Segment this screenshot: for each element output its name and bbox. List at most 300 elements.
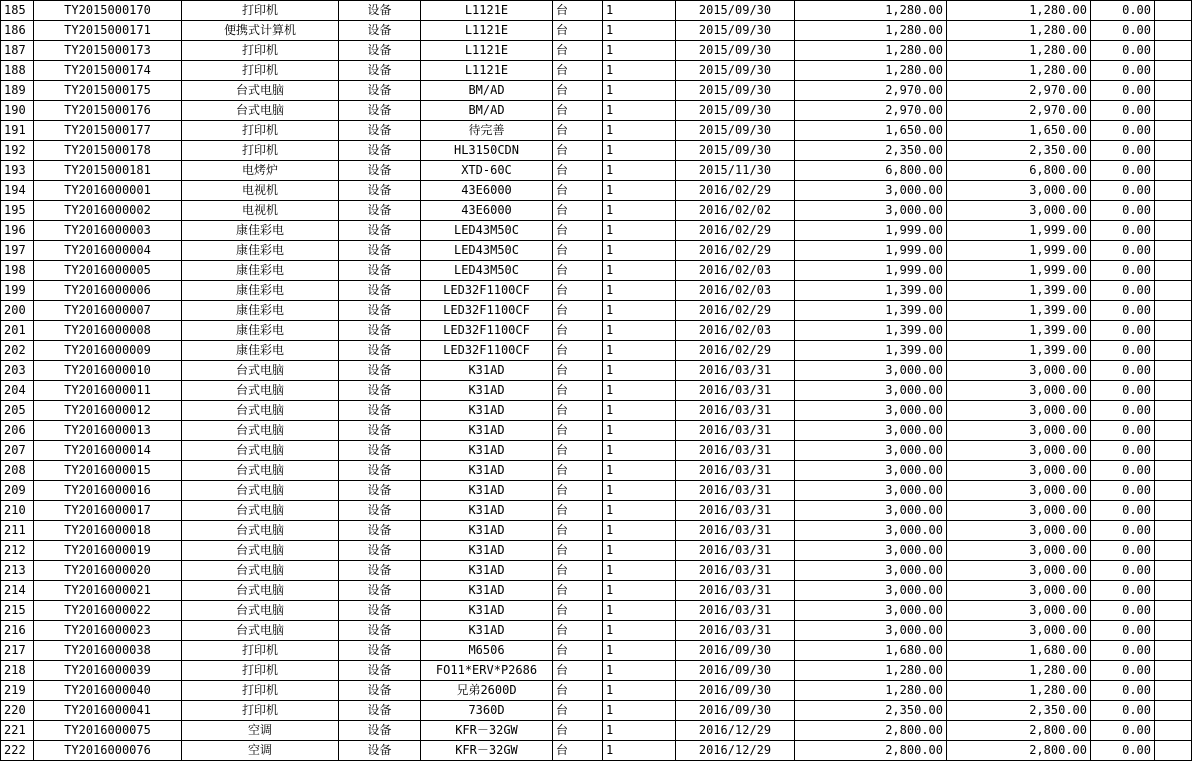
unit-price-cell[interactable]: 3,000.00 [795,181,947,201]
quantity-cell[interactable]: 1 [603,361,676,381]
unit-price-cell[interactable]: 3,000.00 [795,521,947,541]
asset-code-cell[interactable]: TY2016000018 [34,521,182,541]
unit-cell[interactable]: 台 [553,561,603,581]
unit-price-cell[interactable]: 3,000.00 [795,441,947,461]
amount-cell[interactable]: 2,350.00 [947,701,1091,721]
unit-cell[interactable]: 台 [553,341,603,361]
category-cell[interactable]: 设备 [339,61,421,81]
asset-code-cell[interactable]: TY2016000038 [34,641,182,661]
category-cell[interactable]: 设备 [339,681,421,701]
empty-cell[interactable] [1155,721,1192,741]
category-cell[interactable]: 设备 [339,361,421,381]
amount-cell[interactable]: 1,280.00 [947,681,1091,701]
unit-cell[interactable]: 台 [553,1,603,21]
model-cell[interactable]: K31AD [421,461,553,481]
date-cell[interactable]: 2016/09/30 [676,641,795,661]
category-cell[interactable]: 设备 [339,301,421,321]
empty-cell[interactable] [1155,81,1192,101]
row-number-cell[interactable]: 189 [1,81,34,101]
empty-cell[interactable] [1155,661,1192,681]
unit-price-cell[interactable]: 1,399.00 [795,341,947,361]
category-cell[interactable]: 设备 [339,181,421,201]
model-cell[interactable]: L1121E [421,1,553,21]
empty-cell[interactable] [1155,21,1192,41]
category-cell[interactable]: 设备 [339,601,421,621]
row-number-cell[interactable]: 222 [1,741,34,761]
asset-code-cell[interactable]: TY2016000005 [34,261,182,281]
model-cell[interactable]: L1121E [421,61,553,81]
asset-name-cell[interactable]: 台式电脑 [182,461,339,481]
date-cell[interactable]: 2016/02/29 [676,181,795,201]
quantity-cell[interactable]: 1 [603,481,676,501]
quantity-cell[interactable]: 1 [603,21,676,41]
unit-cell[interactable]: 台 [553,381,603,401]
unit-cell[interactable]: 台 [553,481,603,501]
unit-price-cell[interactable]: 2,350.00 [795,701,947,721]
empty-cell[interactable] [1155,41,1192,61]
model-cell[interactable]: KFR－32GW [421,721,553,741]
model-cell[interactable]: 43E6000 [421,201,553,221]
amount-cell[interactable]: 1,280.00 [947,61,1091,81]
row-number-cell[interactable]: 186 [1,21,34,41]
model-cell[interactable]: K31AD [421,401,553,421]
category-cell[interactable]: 设备 [339,461,421,481]
amount-cell[interactable]: 1,999.00 [947,241,1091,261]
unit-cell[interactable]: 台 [553,661,603,681]
row-number-cell[interactable]: 201 [1,321,34,341]
unit-price-cell[interactable]: 3,000.00 [795,561,947,581]
asset-code-cell[interactable]: TY2016000011 [34,381,182,401]
model-cell[interactable]: LED43M50C [421,221,553,241]
asset-code-cell[interactable]: TY2016000021 [34,581,182,601]
unit-cell[interactable]: 台 [553,681,603,701]
category-cell[interactable]: 设备 [339,141,421,161]
amount-cell[interactable]: 3,000.00 [947,441,1091,461]
empty-cell[interactable] [1155,741,1192,761]
date-cell[interactable]: 2016/02/29 [676,341,795,361]
date-cell[interactable]: 2016/03/31 [676,441,795,461]
asset-code-cell[interactable]: TY2016000075 [34,721,182,741]
model-cell[interactable]: LED32F1100CF [421,321,553,341]
asset-code-cell[interactable]: TY2015000175 [34,81,182,101]
unit-cell[interactable]: 台 [553,61,603,81]
unit-cell[interactable]: 台 [553,601,603,621]
asset-name-cell[interactable]: 电视机 [182,201,339,221]
date-cell[interactable]: 2016/03/31 [676,461,795,481]
depreciation-cell[interactable]: 0.00 [1091,661,1155,681]
amount-cell[interactable]: 1,999.00 [947,221,1091,241]
amount-cell[interactable]: 3,000.00 [947,501,1091,521]
asset-name-cell[interactable]: 康佳彩电 [182,301,339,321]
category-cell[interactable]: 设备 [339,281,421,301]
empty-cell[interactable] [1155,681,1192,701]
category-cell[interactable]: 设备 [339,401,421,421]
amount-cell[interactable]: 1,399.00 [947,281,1091,301]
date-cell[interactable]: 2016/03/31 [676,381,795,401]
asset-name-cell[interactable]: 台式电脑 [182,81,339,101]
row-number-cell[interactable]: 221 [1,721,34,741]
row-number-cell[interactable]: 202 [1,341,34,361]
quantity-cell[interactable]: 1 [603,721,676,741]
quantity-cell[interactable]: 1 [603,101,676,121]
unit-cell[interactable]: 台 [553,81,603,101]
asset-name-cell[interactable]: 台式电脑 [182,481,339,501]
depreciation-cell[interactable]: 0.00 [1091,321,1155,341]
asset-code-cell[interactable]: TY2015000170 [34,1,182,21]
asset-code-cell[interactable]: TY2016000013 [34,421,182,441]
unit-cell[interactable]: 台 [553,441,603,461]
asset-name-cell[interactable]: 空调 [182,721,339,741]
row-number-cell[interactable]: 211 [1,521,34,541]
unit-price-cell[interactable]: 2,970.00 [795,101,947,121]
category-cell[interactable]: 设备 [339,321,421,341]
empty-cell[interactable] [1155,301,1192,321]
category-cell[interactable]: 设备 [339,21,421,41]
depreciation-cell[interactable]: 0.00 [1091,601,1155,621]
amount-cell[interactable]: 3,000.00 [947,381,1091,401]
date-cell[interactable]: 2016/02/03 [676,281,795,301]
model-cell[interactable]: K31AD [421,441,553,461]
unit-cell[interactable]: 台 [553,161,603,181]
date-cell[interactable]: 2016/02/29 [676,241,795,261]
empty-cell[interactable] [1155,101,1192,121]
depreciation-cell[interactable]: 0.00 [1091,281,1155,301]
quantity-cell[interactable]: 1 [603,641,676,661]
unit-cell[interactable]: 台 [553,181,603,201]
depreciation-cell[interactable]: 0.00 [1091,1,1155,21]
model-cell[interactable]: LED43M50C [421,241,553,261]
unit-price-cell[interactable]: 1,280.00 [795,41,947,61]
category-cell[interactable]: 设备 [339,341,421,361]
asset-code-cell[interactable]: TY2016000012 [34,401,182,421]
unit-price-cell[interactable]: 3,000.00 [795,401,947,421]
model-cell[interactable]: 兄弟2600D [421,681,553,701]
date-cell[interactable]: 2015/09/30 [676,1,795,21]
empty-cell[interactable] [1155,381,1192,401]
asset-code-cell[interactable]: TY2016000007 [34,301,182,321]
unit-cell[interactable]: 台 [553,541,603,561]
asset-name-cell[interactable]: 台式电脑 [182,581,339,601]
model-cell[interactable]: KFR－32GW [421,741,553,761]
empty-cell[interactable] [1155,641,1192,661]
asset-code-cell[interactable]: TY2015000181 [34,161,182,181]
depreciation-cell[interactable]: 0.00 [1091,701,1155,721]
depreciation-cell[interactable]: 0.00 [1091,261,1155,281]
model-cell[interactable]: FO11*ERV*P2686 [421,661,553,681]
unit-cell[interactable]: 台 [553,121,603,141]
row-number-cell[interactable]: 199 [1,281,34,301]
unit-price-cell[interactable]: 1,280.00 [795,1,947,21]
amount-cell[interactable]: 1,280.00 [947,41,1091,61]
unit-cell[interactable]: 台 [553,201,603,221]
unit-price-cell[interactable]: 2,800.00 [795,741,947,761]
model-cell[interactable]: K31AD [421,561,553,581]
asset-name-cell[interactable]: 康佳彩电 [182,261,339,281]
depreciation-cell[interactable]: 0.00 [1091,301,1155,321]
asset-name-cell[interactable]: 台式电脑 [182,441,339,461]
asset-code-cell[interactable]: TY2015000174 [34,61,182,81]
empty-cell[interactable] [1155,501,1192,521]
category-cell[interactable]: 设备 [339,161,421,181]
depreciation-cell[interactable]: 0.00 [1091,61,1155,81]
unit-cell[interactable]: 台 [553,281,603,301]
unit-cell[interactable]: 台 [553,321,603,341]
unit-price-cell[interactable]: 1,399.00 [795,321,947,341]
quantity-cell[interactable]: 1 [603,161,676,181]
model-cell[interactable]: 待完善 [421,121,553,141]
quantity-cell[interactable]: 1 [603,501,676,521]
quantity-cell[interactable]: 1 [603,121,676,141]
asset-code-cell[interactable]: TY2016000039 [34,661,182,681]
date-cell[interactable]: 2016/03/31 [676,581,795,601]
asset-name-cell[interactable]: 空调 [182,741,339,761]
model-cell[interactable]: M6506 [421,641,553,661]
empty-cell[interactable] [1155,601,1192,621]
asset-code-cell[interactable]: TY2016000041 [34,701,182,721]
empty-cell[interactable] [1155,121,1192,141]
unit-cell[interactable]: 台 [553,421,603,441]
asset-name-cell[interactable]: 台式电脑 [182,401,339,421]
model-cell[interactable]: LED32F1100CF [421,341,553,361]
row-number-cell[interactable]: 209 [1,481,34,501]
amount-cell[interactable]: 3,000.00 [947,601,1091,621]
unit-price-cell[interactable]: 3,000.00 [795,381,947,401]
amount-cell[interactable]: 2,970.00 [947,81,1091,101]
asset-name-cell[interactable]: 康佳彩电 [182,281,339,301]
empty-cell[interactable] [1155,481,1192,501]
unit-price-cell[interactable]: 2,350.00 [795,141,947,161]
empty-cell[interactable] [1155,161,1192,181]
row-number-cell[interactable]: 220 [1,701,34,721]
date-cell[interactable]: 2016/02/29 [676,301,795,321]
depreciation-cell[interactable]: 0.00 [1091,201,1155,221]
unit-price-cell[interactable]: 1,399.00 [795,281,947,301]
row-number-cell[interactable]: 195 [1,201,34,221]
asset-name-cell[interactable]: 台式电脑 [182,541,339,561]
unit-price-cell[interactable]: 1,999.00 [795,261,947,281]
category-cell[interactable]: 设备 [339,621,421,641]
date-cell[interactable]: 2015/09/30 [676,121,795,141]
category-cell[interactable]: 设备 [339,221,421,241]
category-cell[interactable]: 设备 [339,441,421,461]
unit-cell[interactable]: 台 [553,581,603,601]
date-cell[interactable]: 2015/09/30 [676,41,795,61]
quantity-cell[interactable]: 1 [603,661,676,681]
category-cell[interactable]: 设备 [339,581,421,601]
category-cell[interactable]: 设备 [339,561,421,581]
empty-cell[interactable] [1155,241,1192,261]
date-cell[interactable]: 2016/03/31 [676,541,795,561]
unit-price-cell[interactable]: 1,999.00 [795,241,947,261]
row-number-cell[interactable]: 218 [1,661,34,681]
date-cell[interactable]: 2016/02/03 [676,321,795,341]
asset-code-cell[interactable]: TY2016000017 [34,501,182,521]
date-cell[interactable]: 2016/12/29 [676,741,795,761]
quantity-cell[interactable]: 1 [603,201,676,221]
date-cell[interactable]: 2016/03/31 [676,361,795,381]
depreciation-cell[interactable]: 0.00 [1091,161,1155,181]
asset-code-cell[interactable]: TY2015000171 [34,21,182,41]
category-cell[interactable]: 设备 [339,81,421,101]
empty-cell[interactable] [1155,201,1192,221]
unit-price-cell[interactable]: 6,800.00 [795,161,947,181]
asset-code-cell[interactable]: TY2016000076 [34,741,182,761]
depreciation-cell[interactable]: 0.00 [1091,41,1155,61]
date-cell[interactable]: 2016/03/31 [676,621,795,641]
depreciation-cell[interactable]: 0.00 [1091,121,1155,141]
row-number-cell[interactable]: 203 [1,361,34,381]
asset-name-cell[interactable]: 康佳彩电 [182,221,339,241]
row-number-cell[interactable]: 219 [1,681,34,701]
unit-price-cell[interactable]: 1,680.00 [795,641,947,661]
unit-price-cell[interactable]: 3,000.00 [795,541,947,561]
row-number-cell[interactable]: 207 [1,441,34,461]
unit-cell[interactable]: 台 [553,221,603,241]
asset-code-cell[interactable]: TY2016000016 [34,481,182,501]
asset-name-cell[interactable]: 台式电脑 [182,421,339,441]
date-cell[interactable]: 2016/03/31 [676,521,795,541]
asset-code-cell[interactable]: TY2016000022 [34,601,182,621]
unit-cell[interactable]: 台 [553,621,603,641]
depreciation-cell[interactable]: 0.00 [1091,401,1155,421]
amount-cell[interactable]: 3,000.00 [947,461,1091,481]
unit-price-cell[interactable]: 1,280.00 [795,61,947,81]
category-cell[interactable]: 设备 [339,201,421,221]
date-cell[interactable]: 2016/09/30 [676,701,795,721]
model-cell[interactable]: LED32F1100CF [421,281,553,301]
depreciation-cell[interactable]: 0.00 [1091,681,1155,701]
amount-cell[interactable]: 1,280.00 [947,1,1091,21]
depreciation-cell[interactable]: 0.00 [1091,221,1155,241]
model-cell[interactable]: HL3150CDN [421,141,553,161]
asset-code-cell[interactable]: TY2016000002 [34,201,182,221]
model-cell[interactable]: K31AD [421,481,553,501]
quantity-cell[interactable]: 1 [603,421,676,441]
model-cell[interactable]: K31AD [421,501,553,521]
asset-code-cell[interactable]: TY2016000003 [34,221,182,241]
quantity-cell[interactable]: 1 [603,81,676,101]
unit-cell[interactable]: 台 [553,41,603,61]
asset-name-cell[interactable]: 台式电脑 [182,561,339,581]
quantity-cell[interactable]: 1 [603,541,676,561]
model-cell[interactable]: K31AD [421,621,553,641]
unit-price-cell[interactable]: 1,999.00 [795,221,947,241]
amount-cell[interactable]: 3,000.00 [947,521,1091,541]
row-number-cell[interactable]: 187 [1,41,34,61]
empty-cell[interactable] [1155,281,1192,301]
category-cell[interactable]: 设备 [339,701,421,721]
depreciation-cell[interactable]: 0.00 [1091,721,1155,741]
date-cell[interactable]: 2015/09/30 [676,21,795,41]
asset-code-cell[interactable]: TY2016000001 [34,181,182,201]
asset-name-cell[interactable]: 台式电脑 [182,501,339,521]
empty-cell[interactable] [1155,561,1192,581]
depreciation-cell[interactable]: 0.00 [1091,481,1155,501]
unit-price-cell[interactable]: 3,000.00 [795,621,947,641]
category-cell[interactable]: 设备 [339,721,421,741]
row-number-cell[interactable]: 212 [1,541,34,561]
model-cell[interactable]: L1121E [421,21,553,41]
unit-cell[interactable]: 台 [553,361,603,381]
unit-price-cell[interactable]: 2,970.00 [795,81,947,101]
empty-cell[interactable] [1155,361,1192,381]
depreciation-cell[interactable]: 0.00 [1091,641,1155,661]
amount-cell[interactable]: 3,000.00 [947,181,1091,201]
unit-cell[interactable]: 台 [553,641,603,661]
asset-name-cell[interactable]: 电烤炉 [182,161,339,181]
unit-cell[interactable]: 台 [553,401,603,421]
unit-price-cell[interactable]: 3,000.00 [795,421,947,441]
unit-cell[interactable]: 台 [553,521,603,541]
amount-cell[interactable]: 3,000.00 [947,581,1091,601]
amount-cell[interactable]: 1,280.00 [947,21,1091,41]
category-cell[interactable]: 设备 [339,381,421,401]
category-cell[interactable]: 设备 [339,661,421,681]
asset-name-cell[interactable]: 台式电脑 [182,521,339,541]
depreciation-cell[interactable]: 0.00 [1091,381,1155,401]
category-cell[interactable]: 设备 [339,521,421,541]
row-number-cell[interactable]: 214 [1,581,34,601]
quantity-cell[interactable]: 1 [603,441,676,461]
unit-price-cell[interactable]: 3,000.00 [795,481,947,501]
asset-code-cell[interactable]: TY2015000178 [34,141,182,161]
quantity-cell[interactable]: 1 [603,41,676,61]
model-cell[interactable]: LED32F1100CF [421,301,553,321]
date-cell[interactable]: 2016/03/31 [676,561,795,581]
category-cell[interactable]: 设备 [339,501,421,521]
unit-price-cell[interactable]: 3,000.00 [795,201,947,221]
quantity-cell[interactable]: 1 [603,401,676,421]
unit-cell[interactable]: 台 [553,141,603,161]
quantity-cell[interactable]: 1 [603,581,676,601]
amount-cell[interactable]: 3,000.00 [947,541,1091,561]
model-cell[interactable]: K31AD [421,361,553,381]
row-number-cell[interactable]: 185 [1,1,34,21]
date-cell[interactable]: 2016/02/03 [676,261,795,281]
unit-price-cell[interactable]: 2,800.00 [795,721,947,741]
unit-price-cell[interactable]: 1,280.00 [795,21,947,41]
category-cell[interactable]: 设备 [339,261,421,281]
unit-cell[interactable]: 台 [553,301,603,321]
row-number-cell[interactable]: 213 [1,561,34,581]
quantity-cell[interactable]: 1 [603,221,676,241]
unit-price-cell[interactable]: 1,280.00 [795,661,947,681]
unit-price-cell[interactable]: 1,650.00 [795,121,947,141]
category-cell[interactable]: 设备 [339,1,421,21]
amount-cell[interactable]: 3,000.00 [947,561,1091,581]
row-number-cell[interactable]: 215 [1,601,34,621]
model-cell[interactable]: BM/AD [421,81,553,101]
depreciation-cell[interactable]: 0.00 [1091,101,1155,121]
empty-cell[interactable] [1155,541,1192,561]
asset-code-cell[interactable]: TY2016000009 [34,341,182,361]
depreciation-cell[interactable]: 0.00 [1091,521,1155,541]
unit-price-cell[interactable]: 1,399.00 [795,301,947,321]
empty-cell[interactable] [1155,261,1192,281]
asset-code-cell[interactable]: TY2015000176 [34,101,182,121]
depreciation-cell[interactable]: 0.00 [1091,581,1155,601]
depreciation-cell[interactable]: 0.00 [1091,461,1155,481]
category-cell[interactable]: 设备 [339,541,421,561]
empty-cell[interactable] [1155,1,1192,21]
category-cell[interactable]: 设备 [339,421,421,441]
amount-cell[interactable]: 2,800.00 [947,741,1091,761]
category-cell[interactable]: 设备 [339,101,421,121]
asset-name-cell[interactable]: 康佳彩电 [182,341,339,361]
asset-code-cell[interactable]: TY2016000006 [34,281,182,301]
asset-code-cell[interactable]: TY2016000040 [34,681,182,701]
row-number-cell[interactable]: 190 [1,101,34,121]
